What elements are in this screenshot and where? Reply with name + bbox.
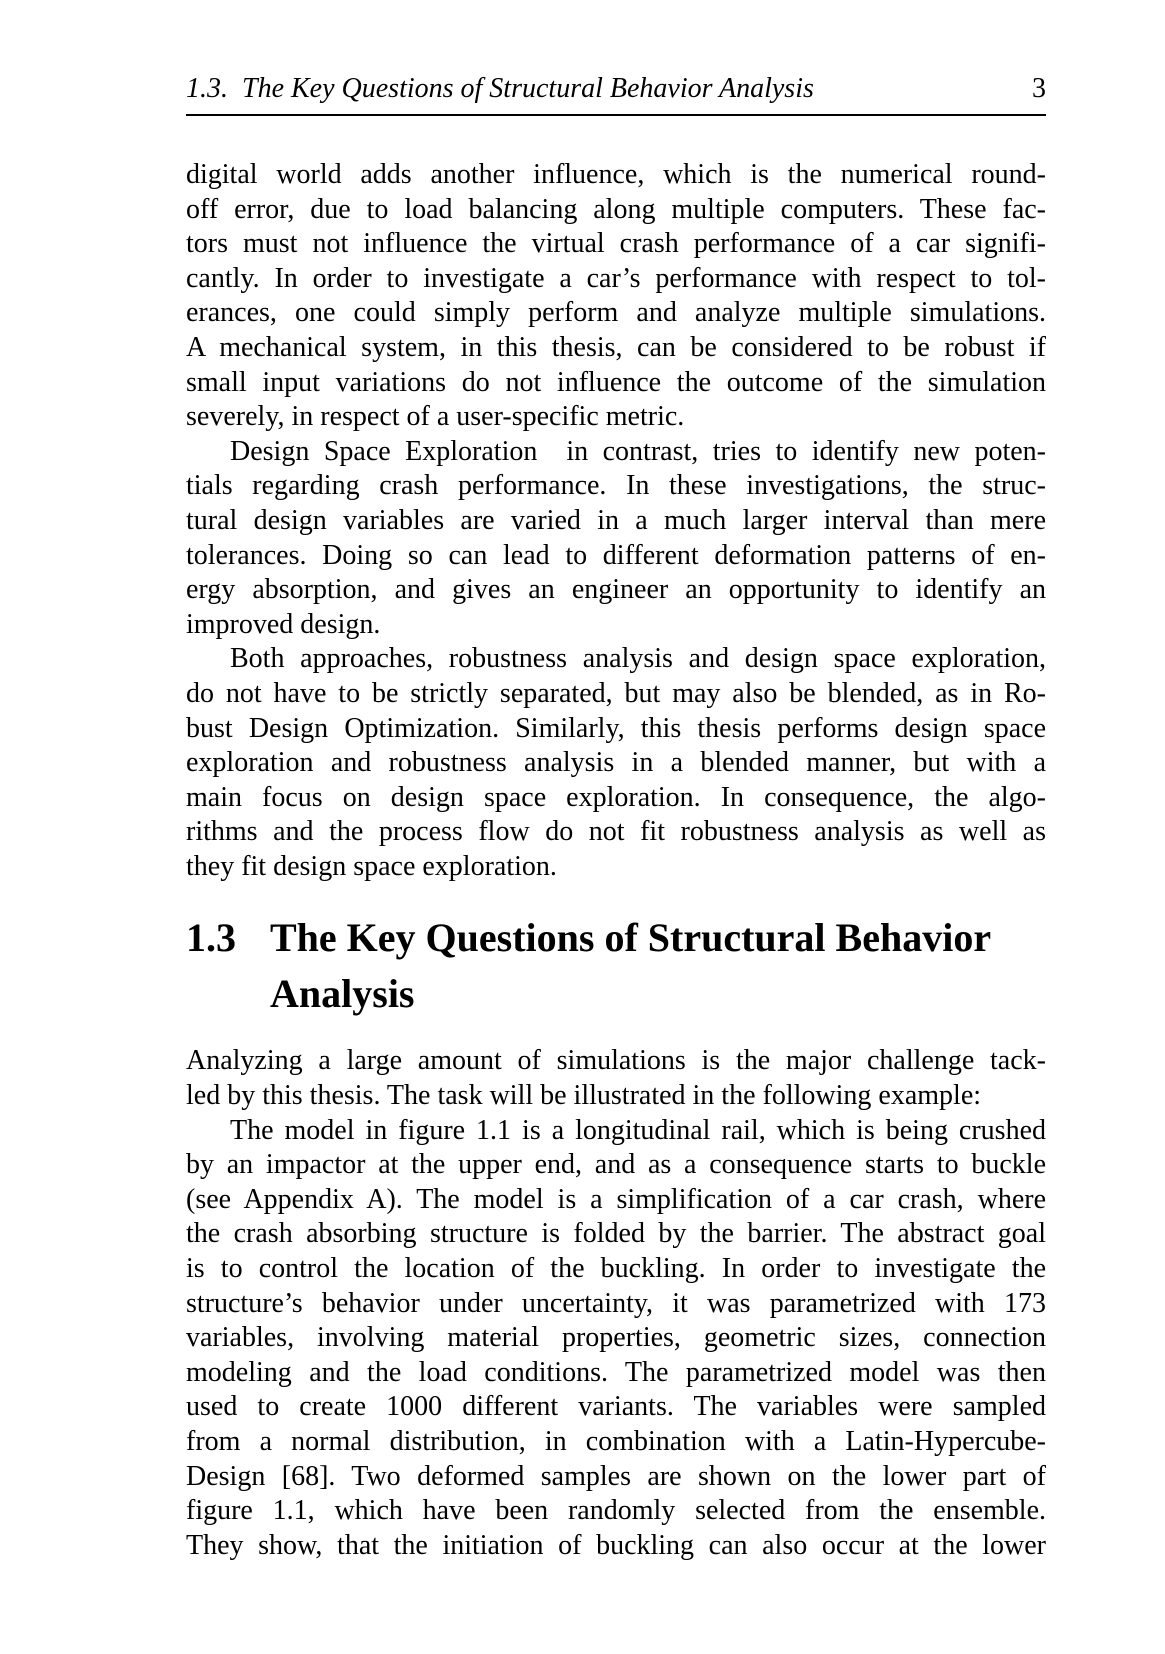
text-line: from a normal distribution, in combination with a Latin-Hypercube-: [186, 1426, 1046, 1457]
text-line: they fit design space exploration.: [186, 850, 557, 882]
text-line: Analyzing a large amount of simulations is the major challenge tack-: [186, 1045, 1046, 1077]
text-line: improved design.: [186, 608, 381, 640]
paragraph: [186, 435, 1046, 643]
text-line: They show, that the initiation of buckling can also occur at the lower: [186, 1529, 1046, 1561]
text-line: do not have to be strictly separated, but may also be blended, as in Ro-: [186, 677, 1046, 709]
text-line: exploration and robustness analysis in a blended manner, but with a: [186, 747, 1046, 779]
section-number: 1.3: [186, 915, 236, 961]
text-line: tolerances. Doing so can lead to different deformation patterns of en-: [186, 539, 1046, 571]
text-line: erances, one could simply perform and analyze multiple simulations.: [186, 297, 1046, 329]
text-line: is to control the location of the buckling. In order to investigate the: [186, 1253, 1046, 1285]
page-content: [186, 72, 1046, 1563]
text-line: cantly. In order to investigate a car’s performance with respect to tol-: [186, 262, 1046, 294]
text-line: off error, due to load balancing along multiple computers. These fac-: [186, 193, 1046, 225]
text-line: Design [68]. Two deformed samples are shown on the lower part of: [186, 1460, 1046, 1492]
text-line: tural design variables are varied in a much larger interval than mere: [186, 504, 1046, 536]
text-line: variables, involving material properties, geometric sizes, connection: [186, 1322, 1046, 1354]
running-header-title: 1.3. The Key Questions of Structural Behavior Analysis: [186, 73, 814, 104]
text-line: main focus on design space exploration. In consequence, the algo-: [186, 781, 1046, 813]
paragraph: [186, 158, 1046, 435]
text-line: by an impactor at the upper end, and as a consequence starts to buckle: [186, 1149, 1046, 1181]
text-line: Design Space Exploration in contrast, tries to identify new poten-: [230, 435, 1046, 467]
text-line: used to create 1000 different variants. The variables were sampled: [186, 1391, 1046, 1423]
text-line: rithms and the process flow do not fit robustness analysis as well as: [186, 816, 1046, 848]
section-title: [270, 910, 1046, 1022]
running-header: [186, 72, 1046, 116]
text-line: Both approaches, robustness analysis and design space exploration,: [230, 643, 1046, 675]
text-line: figure 1.1, which have been randomly selected from the ensemble.: [186, 1495, 1046, 1527]
text-line: tials regarding crash performance. In these investigations, the struc-: [186, 470, 1046, 502]
paragraph: [186, 1044, 1046, 1113]
text-line: structure’s behavior under uncertainty, it was parametrized with 173: [186, 1287, 1046, 1319]
text-line: bust Design Optimization. Similarly, this thesis performs design space: [186, 712, 1046, 744]
page-number: 3: [1032, 73, 1046, 104]
text-line: the crash absorbing structure is folded by the barrier. The abstract goal: [186, 1218, 1046, 1250]
text-line: The model in figure 1.1 is a longitudinal rail, which is being crushed: [230, 1114, 1046, 1146]
text-line: modeling and the load conditions. The parametrized model was then: [186, 1356, 1046, 1388]
text-line: digital world adds another influence, which is the numerical round-: [186, 159, 1046, 190]
text-line: led by this thesis. The task will be illustrated in the following example:: [186, 1080, 982, 1112]
text-line: tors must not influence the virtual crash performance of a car signifi-: [186, 228, 1046, 260]
text-line: severely, in respect of a user-specific metric.: [186, 401, 685, 433]
text-line: A mechanical system, in this thesis, can be considered to be robust if: [186, 331, 1046, 363]
section-title-line1: The Key Questions of Structural Behavior: [270, 915, 992, 961]
text-line: (see Appendix A). The model is a simplification of a car crash, where: [186, 1183, 1046, 1215]
paragraph: [186, 642, 1046, 884]
text-line: ergy absorption, and gives an engineer an opportunity to identify an: [186, 574, 1046, 606]
section-heading: [186, 910, 1046, 1022]
body-text-upper: [186, 158, 1046, 884]
text-line: small input variations do not influence the outcome of the simulation: [186, 366, 1046, 398]
paragraph: [186, 1114, 1046, 1564]
section-title-line2: Analysis: [270, 971, 415, 1017]
body-text-lower: [186, 1044, 1046, 1563]
